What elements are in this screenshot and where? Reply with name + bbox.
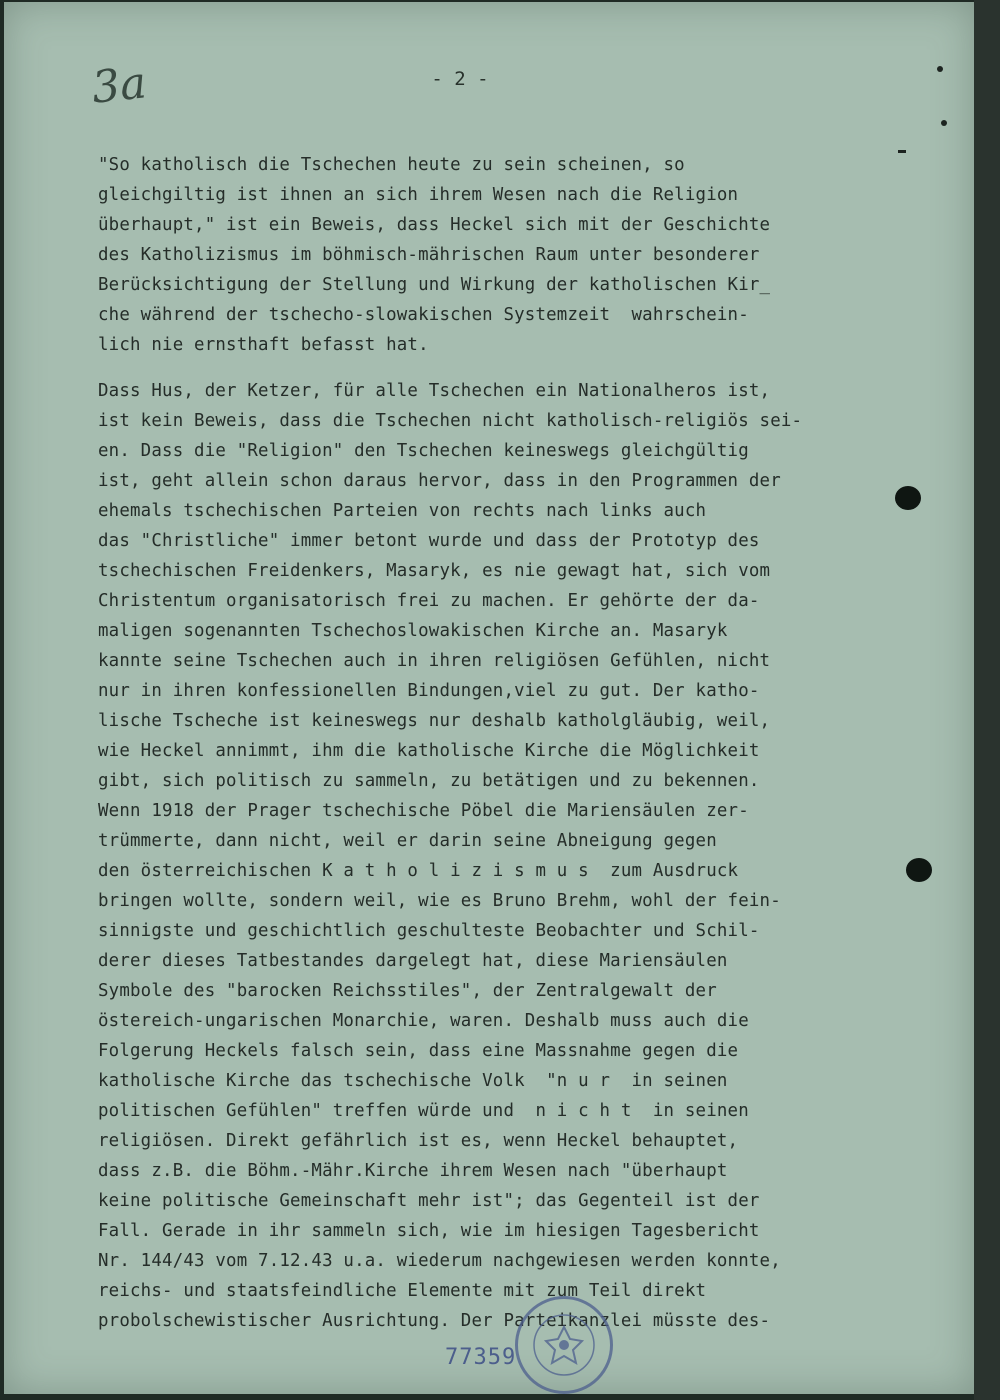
- text-line: en. Dass die "Religion" den Tschechen keineswegs gleichgültig: [98, 441, 749, 461]
- text-line: nur in ihren konfessionellen Bindungen,viel zu gut. Der katho-: [98, 681, 760, 701]
- punch-hole-icon: [906, 858, 932, 882]
- paragraph: [98, 376, 878, 1336]
- text-line: Wenn 1918 der Prager tschechische Pöbel die Mariensäulen zer-: [98, 801, 749, 821]
- text-line: gleichgiltig ist ihnen an sich ihrem Wesen nach die Religion: [98, 185, 739, 205]
- text-line: "So katholisch die Tschechen heute zu sein scheinen, so: [98, 155, 685, 175]
- text-line: Berücksichtigung der Stellung und Wirkung der katholischen Kir_: [98, 275, 771, 295]
- text-line: che während der tschecho-slowakischen Systemzeit wahrschein-: [98, 305, 749, 325]
- text-line: ehemals tschechischen Parteien von rechts nach links auch: [98, 501, 707, 521]
- text-line: überhaupt," ist ein Beweis, dass Heckel sich mit der Geschichte: [98, 215, 771, 235]
- text-line: lich nie ernsthaft befasst hat.: [98, 335, 429, 355]
- paragraph: [98, 150, 878, 360]
- speck-icon: [937, 66, 943, 72]
- text-line: Symbole des "barocken Reichsstiles", der Zentralgewalt der: [98, 981, 717, 1001]
- text-line: tschechischen Freidenkers, Masaryk, es nie gewagt hat, sich vom: [98, 561, 771, 581]
- punch-hole-icon: [895, 486, 921, 510]
- text-line: ist kein Beweis, dass die Tschechen nicht katholisch-religiös sei-: [98, 411, 803, 431]
- page-edge-shadow: [974, 0, 1000, 1400]
- text-line: Folgerung Heckels falsch sein, dass eine Massnahme gegen die: [98, 1041, 739, 1061]
- text-line: des Katholizismus im böhmisch-mährischen Raum unter besonderer: [98, 245, 760, 265]
- text-line: östereich-ungarischen Monarchie, waren. Deshalb muss auch die: [98, 1011, 749, 1031]
- text-line: gibt, sich politisch zu sammeln, zu betätigen und zu bekennen.: [98, 771, 760, 791]
- bleed-through-text: [640, 62, 940, 142]
- text-line: ist, geht allein schon daraus hervor, dass in den Programmen der: [98, 471, 781, 491]
- text-line: dass z.B. die Böhm.-Mähr.Kirche ihrem Wesen nach "überhaupt: [98, 1161, 728, 1181]
- text-line: kannte seine Tschechen auch in ihren religiösen Gefühlen, nicht: [98, 651, 771, 671]
- text-line: wie Heckel annimmt, ihm die katholische Kirche die Möglichkeit: [98, 741, 760, 761]
- text-line: keine politische Gemeinschaft mehr ist"; das Gegenteil ist der: [98, 1191, 760, 1211]
- text-line: lische Tscheche ist keineswegs nur deshalb katholgläubig, weil,: [98, 711, 771, 731]
- speck-icon: [898, 150, 906, 153]
- text-line: maligen sogenannten Tschechoslowakischen Kirche an. Masaryk: [98, 621, 728, 641]
- text-line: das "Christliche" immer betont wurde und dass der Prototyp des: [98, 531, 760, 551]
- text-line: probolschewistischer Ausrichtung. Der Parteikanzlei müsste des-: [98, 1311, 771, 1331]
- page-number: - 2 -: [431, 68, 489, 90]
- text-line: religiösen. Direkt gefährlich ist es, wenn Heckel behauptet,: [98, 1131, 739, 1151]
- text-line: trümmerte, dann nicht, weil er darin seine Abneigung gegen: [98, 831, 717, 851]
- speck-icon: [941, 120, 947, 126]
- archive-number: 77359: [445, 1345, 517, 1370]
- text-line: reichs- und staatsfeindliche Elemente mit zum Teil direkt: [98, 1281, 707, 1301]
- stamp-emblem-icon: [518, 1299, 610, 1391]
- text-line: den österreichischen K a t h o l i z i s m u s zum Ausdruck: [98, 861, 739, 881]
- text-line: Christentum organisatorisch frei zu machen. Er gehörte der da-: [98, 591, 760, 611]
- body-text: [98, 150, 878, 1352]
- text-line: Fall. Gerade in ihr sammeln sich, wie im hiesigen Tagesbericht: [98, 1221, 760, 1241]
- text-line: derer dieses Tatbestandes dargelegt hat, diese Mariensäulen: [98, 951, 728, 971]
- text-line: Nr. 144/43 vom 7.12.43 u.a. wiederum nachgewiesen werden konnte,: [98, 1251, 781, 1271]
- handwritten-page-note: 3a: [89, 57, 149, 114]
- text-line: politischen Gefühlen" treffen würde und n i c h t in seinen: [98, 1101, 749, 1121]
- text-line: bringen wollte, sondern weil, wie es Bruno Brehm, wohl der fein-: [98, 891, 781, 911]
- text-line: katholische Kirche das tschechische Volk "n u r in seinen: [98, 1071, 728, 1091]
- archive-stamp: [515, 1296, 613, 1394]
- text-line: Dass Hus, der Ketzer, für alle Tschechen ein Nationalheros ist,: [98, 381, 771, 401]
- text-line: sinnigste und geschichtlich geschulteste Beobachter und Schil-: [98, 921, 760, 941]
